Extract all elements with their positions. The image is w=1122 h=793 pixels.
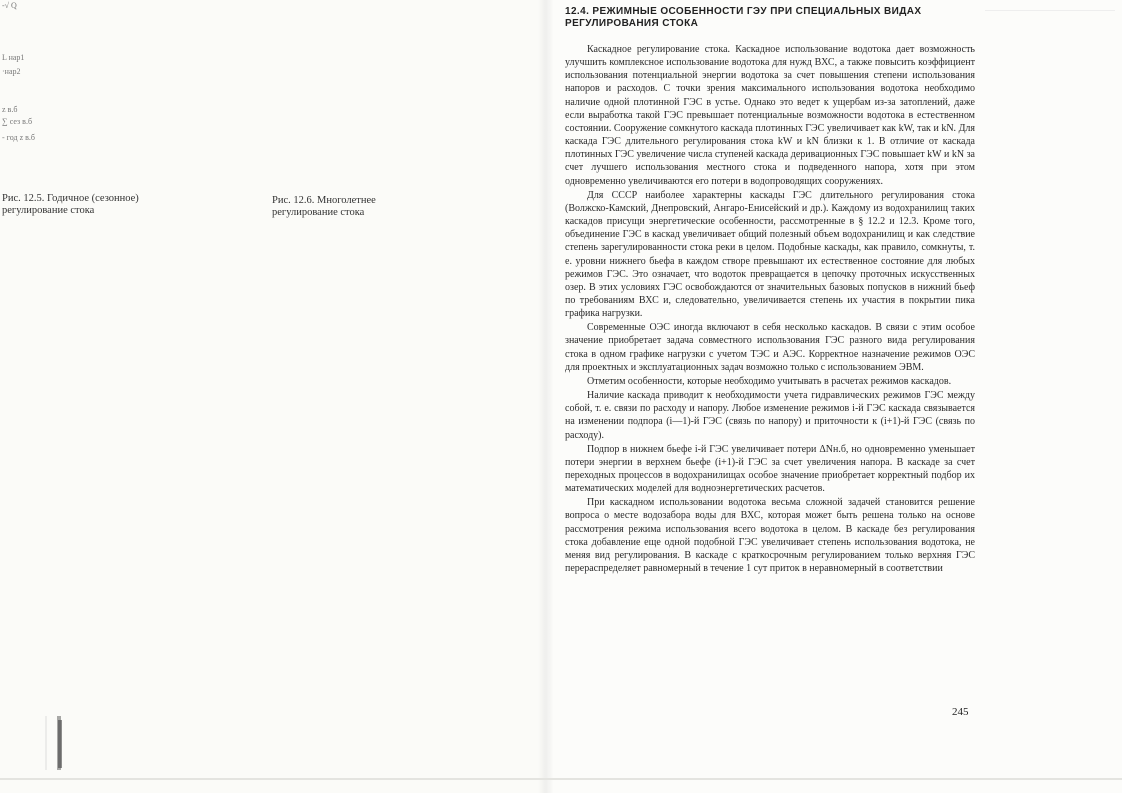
section-heading: 12.4. РЕЖИМНЫЕ ОСОБЕННОСТИ ГЭУ ПРИ СПЕЦИАЛЬНЫХ ВИДАХ РЕГУЛИРОВАНИЯ СТОКА [565, 6, 922, 29]
margin-label: -√ Q [2, 1, 17, 10]
book-gutter [538, 0, 554, 793]
scan-artifact [45, 716, 485, 770]
page-number: 245 [952, 706, 969, 718]
paragraph: Отметим особенности, которые необходимо учитывать в расчетах режимов каскадов. [587, 375, 952, 387]
margin-label: z в.б [2, 105, 18, 114]
page-edge [0, 778, 1122, 780]
paragraph: Подпор в нижнем бьефе i-й ГЭС увеличивает потери ΔNн.б, но одновременно уменьшает потери энергии в верхнем бьефе (i+1)-й ГЭС за счет увеличения напора. В каскаде за счет переходных процессов в водохранилищах особое значение приобретает корректный подбор их математических моделей для водноэнергетических расчетов. [565, 443, 975, 495]
paragraph: Каскадное регулирование стока. Каскадное использование водотока дает возможность улучшить комплексное использование водотока для нужд ВХС, а также повысить коэффициент использования потенциальной энергии водотока за счет повышения степени использования напоров и расходов. С точки зрения максимального использования водотока необходимо наличие одной плотинной ГЭС в устье. Однако это ведет к ущербам из-за затоплений, даже если выработка такой ГЭС превышает потенциальные возможности водотока в естественном состоянии. Сооружение сомкнутого каскада плотинных ГЭС увеличивает как kW, так и kN. Для каскада ГЭС длительного регулирования стока kW и kN близки к 1. В отличие от каскада плотинных ГЭС увеличение числа ступеней каскада деривационных ГЭС повышает kW и kN за счет лучшего использования местного стока и подведенного напора, хотя при этом одновременно увеличиваются его потери в водопроводящих сооружениях. [565, 44, 975, 187]
page-edge [985, 10, 1115, 11]
paragraph: При каскадном использовании водотока весьма сложной задачей становится решение вопроса о месте водозабора воды для ВХС, которая может быть решена только на основе рассмотрения режима использования всего водотока в целом. В каскаде без регулирования стока добавление еще одной подобной ГЭС увеличивает степень использования водотока, не меняя вид регулирования. В каскаде с краткосрочным регулированием только верхняя ГЭС перераспределяет равномерный в течение 1 сут приток в неравномерный в соответствии [565, 497, 975, 575]
margin-label: - год z в.б [2, 133, 35, 142]
figure-caption-12-5: Рис. 12.5. Годичное (сезонное) регулирование стока [2, 193, 139, 216]
paragraph: Наличие каскада приводит к необходимости учета гидравлических режимов ГЭС между собой, т. е. связи по расходу и напору. Любое изменение режимов i-й ГЭС каскада связывается на изменении подпора (i—1)-й ГЭС (связь по напору) и приточности к (i+1)-й ГЭС (связь по расходу). [565, 390, 975, 441]
margin-label: L нар1 [2, 53, 25, 62]
body-text [565, 43, 975, 708]
figure-caption-12-6: Рис. 12.6. Многолетнее регулирование стока [272, 195, 376, 218]
margin-label: ∑ сез в.б [2, 117, 33, 126]
scan-artifact [58, 720, 62, 768]
margin-label: ·нар2 [2, 67, 21, 76]
paragraph: Для СССР наиболее характерны каскады ГЭС длительного регулирования стока (Волжско-Камский, Днепровский, Ангаро-Енисейский и др.). Каждому из водохранилищ таких каскадов присущи энергетические особенности, рассмотренные в § 12.2 и 12.3. Кроме того, объединение ГЭС в каскад увеличивает общий полезный объем водохранилищ и как следствие степень зарегулированности стока реки в целом. Подобные каскады, как правило, сомкнуты, т. е. уровни нижнего бьефа в каждом створе превышают их естественное состояние для любых режимов ГЭС. Это означает, что водоток превращается в цепочку проточных искусственных озер. В этих условиях ГЭС освобождаются от значительных базовых попусков в нижний бьеф по требованиям ВХС и, следовательно, увеличивается степень их участия в покрытии пика графика нагрузки. [565, 189, 975, 320]
left-page [0, 0, 545, 793]
paragraph: Современные ОЭС иногда включают в себя несколько каскадов. В связи с этим особое значение приобретает задача совместного использования ГЭС разного вида регулирования стока в одном графике нагрузки с учетом ТЭС и АЭС. Корректное назначение режимов ОЭС для проектных и эксплуатационных задач возможно только с использованием ЭВМ. [565, 322, 975, 373]
